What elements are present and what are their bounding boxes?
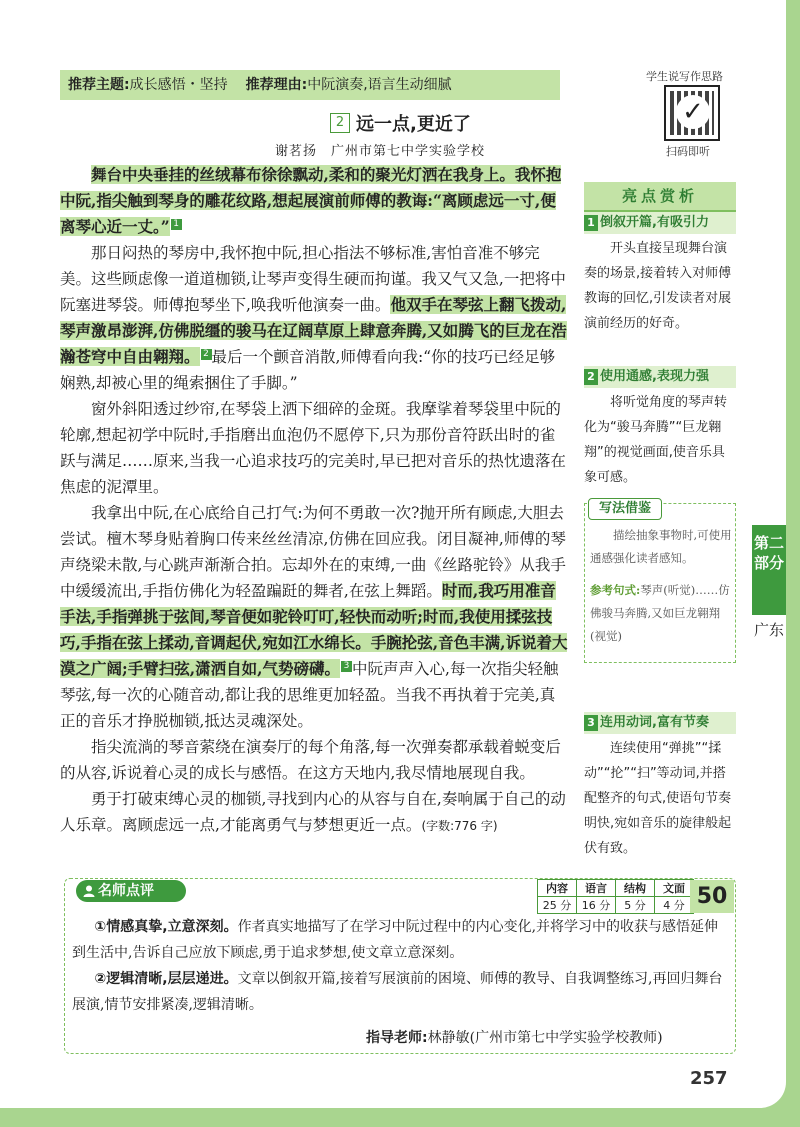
note-1-title: 倒叙开篇,有吸引力 [600, 215, 709, 230]
check-icon: ✓ [676, 95, 710, 129]
qr-top-caption: 学生说写作思路 [646, 70, 723, 83]
byline [275, 140, 485, 159]
paragraph-4-text-b: 中阮声声入心,每一次指尖轻触琴弦,每一次的心随音动,都让我的思维更加轻盈。当我不再执着于完美,真正的音乐才挣脱枷锁,抵达灵魂深处。 [60, 660, 559, 730]
score-header: 结构 [616, 880, 655, 897]
qr-bottom-caption: 扫码即听 [666, 145, 710, 158]
author: 谢茗扬 [275, 144, 318, 159]
section-tab[interactable]: 第二部分 [752, 525, 786, 615]
reason-label: 推荐理由: [245, 77, 308, 93]
teacher-label: 指导老师: [366, 1030, 428, 1046]
score-header: 文面 [655, 880, 694, 897]
essay-title-row [330, 110, 471, 134]
qr-code[interactable] [664, 85, 720, 141]
review-point-2-head: 逻辑清晰,层层递进。 [106, 971, 238, 987]
note-1-head [584, 212, 736, 234]
note-3-title: 连用动词,富有节奏 [600, 715, 709, 730]
school: 广州市第七中学实验学校 [331, 144, 486, 159]
writing-body: 描绘抽象事物时,可使用通感强化读者感知。 [590, 528, 732, 565]
note-3 [584, 712, 736, 861]
review-point-2-body: 文章以倒叙开篇,接着写展演前的困境、师傅的教导、自我调整练习,再回归舞台展演,情节安排紧凑,逻辑清晰。 [72, 971, 723, 1013]
note-2-title: 使用通感,表现力强 [600, 369, 709, 384]
score-value: 16 分 [577, 897, 616, 914]
paragraph-2 [60, 240, 570, 396]
note-2-head [584, 366, 736, 388]
review-point-1-body: 作者真实地描写了在学习中阮过程中的内心变化,并将学习中的收获与感悟延伸到生活中,告诉自己应放下顾虑,勇于追求梦想,使文章立意深刻。 [72, 919, 719, 961]
writing-ref-label: 参考句式: [590, 583, 641, 597]
topic-label: 推荐主题: [68, 77, 130, 93]
note-2-body: 将听觉角度的琴声转化为“骏马奔腾”“巨龙翱翔”的视觉画面,使音乐具象可感。 [584, 395, 728, 485]
note-marker-2[interactable]: 2 [201, 349, 212, 360]
paragraph-4-text-a: 我拿出中阮,在心底给自己打气:为何不勇敢一次?抛开所有顾虑,大胆去尝试。檀木琴身贴着胸口传来丝丝清凉,仿佛在回应我。闭目凝神,师傅的琴声绕梁未散,与心跳声渐渐合拍。忘却外在的束缚,一曲《丝路驼铃》从我手中缓缓流出,手指仿佛化为轻盈蹁跹的舞者,在弦上舞蹈。 [60, 504, 566, 600]
score-value: 25 分 [538, 897, 577, 914]
score-value: 4 分 [655, 897, 694, 914]
note-2 [584, 366, 736, 490]
word-count: (字数:776 字) [421, 819, 498, 833]
paragraph-3: 窗外斜阳透过纱帘,在琴袋上洒下细碎的金斑。我摩挲着琴袋里中阮的轮廓,想起初学中阮时,手指磨出血泡仍不愿停下,只为那份音符跃出时的雀跃与满足……原来,当我一心追求技巧的完美时,早已把对音乐的热忱遗落在焦虑的泥潭里。 [60, 400, 566, 496]
note-marker-1[interactable]: 1 [171, 219, 182, 230]
note-1-number: 1 [584, 215, 598, 231]
writing-ref-body: 琴声(听觉)……仿佛骏马奔腾,又如巨龙翱翔(视觉) [590, 583, 730, 643]
reason-value: 中阮演奏,语言生动细腻 [307, 77, 452, 93]
topic-value: 成长感悟・坚持 [129, 77, 228, 93]
region-label: 广东 [753, 621, 784, 639]
paragraph-6 [60, 786, 570, 839]
essay-number: 2 [330, 113, 350, 133]
note-2-number: 2 [584, 369, 598, 385]
review-point-1-num: ① [94, 919, 107, 935]
paragraph-2-text-b: 最后一个颤音消散,师傅看向我:“你的技巧已经足够娴熟,却被心里的绳索捆住了手脚。” [60, 348, 556, 392]
topic-bar [60, 70, 560, 100]
review-tag [76, 880, 186, 902]
score-header: 语言 [577, 880, 616, 897]
teacher-name: 林静敏(广州市第七中学实验学校教师) [427, 1030, 663, 1046]
paragraph-6-text: 勇于打破束缚心灵的枷锁,寻找到内心的从容与自在,奏响属于自己的动人乐章。离顾虑远一点,才能离勇气与梦想更近一点。 [60, 790, 566, 834]
review-point-2-num: ② [94, 971, 107, 987]
instructor-credit [366, 1027, 663, 1047]
writing-reference [590, 579, 732, 648]
highlight-2: 他双手在琴弦上翻飞拨动,琴声激昂澎湃,仿佛脱缰的骏马在辽阔草原上肆意奔腾,又如腾飞的巨龙在浩瀚苍穹中自由翱翔。 [60, 295, 567, 366]
essay-title: 远一点,更近了 [356, 114, 471, 135]
note-marker-3[interactable]: 3 [341, 661, 352, 672]
note-1 [584, 212, 736, 336]
note-3-body: 连续使用“弹挑”“揉动”“抡”“扫”等动词,并搭配整齐的句式,使语句节奏明快,宛如音乐的旋律般起伏有致。 [584, 741, 732, 856]
sidebar-title: 亮点赏析 [584, 182, 736, 210]
score-value: 5 分 [616, 897, 655, 914]
page-number: 257 [690, 1068, 728, 1089]
paragraph-5: 指尖流淌的琴音萦绕在演奏厅的每个角落,每一次弹奏都承载着蜕变后的从容,诉说着心灵的成长与感悟。在这方天地内,我尽情地展现自我。 [60, 738, 561, 782]
review-point-2 [72, 966, 728, 1018]
paragraph-2-text-a: 那日闷热的琴房中,我怀抱中阮,担心指法不够标准,害怕音准不够完美。这些顾虑像一道道枷锁,让琴声变得生硬而拘谨。我又气又急,一把将中阮塞进琴袋。师傅抱琴坐下,唤我听他演奏一曲。 [60, 244, 566, 314]
note-1-body: 开头直接呈现舞台演奏的场景,接着转入对师傅教诲的回忆,引发读者对展演前经历的好奇。 [584, 241, 732, 331]
review-point-1 [72, 914, 728, 966]
highlight-3: 时而,我巧用准音手法,手指弹挑于弦间,琴音便如驼铃叮叮,轻快而动听;时而,我使用揉弦技巧,手指在弦上揉动,音调起伏,宛如江水绵长。手腕抡弦,音色丰满,诉说着大漠之广阔;手臂扫弦,潇洒自如,气势磅礴。 [60, 581, 568, 678]
score-table [537, 879, 694, 914]
highlight-1: 舞台中央垂挂的丝绒幕布徐徐飘动,柔和的聚光灯洒在我身上。我怀抱中阮,指尖触到琴身的雕花纹路,想起展演前师傅的教诲:“离顾虑远一寸,便离琴心近一丈。” [60, 165, 562, 236]
review-body [72, 914, 728, 1018]
note-3-number: 3 [584, 715, 598, 731]
essay-body [60, 162, 570, 839]
paragraph-1 [60, 162, 570, 240]
score-total: 50 [690, 880, 734, 913]
person-icon [82, 884, 96, 898]
score-header: 内容 [538, 880, 577, 897]
writing-tag: 写法借鉴 [588, 498, 662, 520]
review-point-1-head: 情感真挚,立意深刻。 [106, 919, 238, 935]
review-tag-label: 名师点评 [98, 883, 154, 899]
note-3-head [584, 712, 736, 734]
paragraph-4 [60, 500, 570, 734]
